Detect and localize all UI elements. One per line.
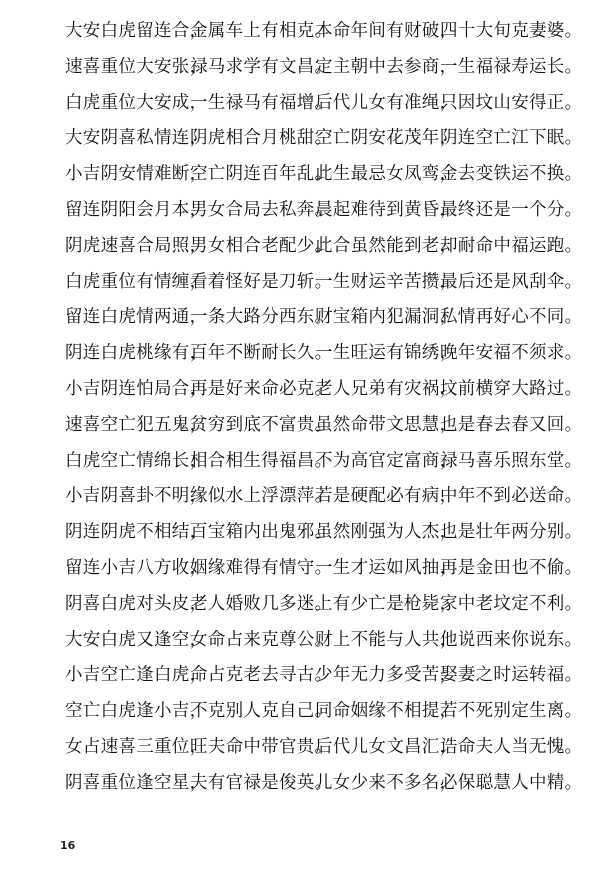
verse-line	[65, 121, 583, 157]
verse-phrase: 女命占来克尊公。	[190, 629, 333, 650]
verse-line	[65, 623, 583, 659]
verse-phrase: 一生旺运有锦绣，	[315, 343, 458, 364]
verse-text-block	[65, 14, 583, 802]
verse-line	[65, 444, 583, 480]
verse-phrase: 再是好来命必克。	[190, 378, 333, 399]
verse-line	[65, 587, 583, 623]
verse-phrase: 定主朝中去参商，	[315, 56, 458, 77]
verse-line	[65, 157, 583, 193]
verse-phrase: 再是金田也不偷。	[440, 557, 583, 578]
verse-line	[65, 372, 583, 408]
verse-phrase: 只因坟山安得正。	[440, 92, 583, 113]
verse-phrase: 后代儿女文昌汇，	[315, 736, 458, 757]
verse-phrase: 后代儿女有准绳，	[315, 92, 458, 113]
verse-phrase: 一生福禄寿运长。	[440, 56, 583, 77]
verse-phrase: 坟前横穿大路过。	[440, 378, 583, 399]
verse-phrase: 贫穷到底不富贵。	[190, 414, 333, 435]
verse-phrase: 少年无力多受苦，	[315, 665, 458, 686]
verse-phrase: 财上不能与人共，	[315, 629, 458, 650]
verse-phrase: 看着怪好是刀斩。	[190, 271, 333, 292]
verse-phrase: 男女相合老配少。	[190, 235, 333, 256]
verse-phrase: 阴连阴虎不相结，	[65, 522, 208, 543]
verse-phrase: 必保聪慧人中精。	[440, 772, 583, 793]
verse-phrase: 一生财运辛苦攒，	[315, 271, 458, 292]
verse-line	[65, 694, 583, 730]
verse-phrase: 阴喜白虎对头皮，	[65, 593, 208, 614]
verse-phrase: 空亡阴安花茂年，	[315, 128, 458, 149]
verse-phrase: 夫有官禄是俊英。	[190, 772, 333, 793]
verse-phrase: 姻缘难得有情守。	[190, 557, 333, 578]
verse-phrase: 晚年安福不须求。	[440, 343, 583, 364]
verse-phrase: 大安白虎留连合，	[65, 21, 208, 41]
verse-line	[65, 408, 583, 444]
verse-phrase: 女占速喜三重位，	[65, 736, 208, 757]
verse-phrase: 本命年间有财破，	[315, 21, 458, 41]
page-number: 16	[60, 839, 76, 852]
verse-phrase: 旺夫命中带官贵。	[190, 736, 333, 757]
verse-phrase: 最后还是风刮伞。	[440, 271, 583, 292]
verse-phrase: 阴虎相合月桃甜。	[190, 128, 333, 149]
verse-phrase: 同命姻缘不相提，	[315, 701, 458, 722]
verse-phrase: 他说西来你说东。	[440, 629, 583, 650]
verse-phrase: 此合虽然能到老，	[315, 235, 458, 256]
verse-phrase: 一生才运如风抽，	[315, 557, 458, 578]
verse-phrase: 阴连空亡江下眠。	[440, 128, 583, 149]
verse-phrase: 小吉阴安情难断，	[65, 164, 208, 185]
verse-phrase: 百宝箱内出鬼邪。	[190, 522, 333, 543]
verse-phrase: 大安白虎又逢空，	[65, 629, 208, 650]
verse-phrase: 老人婚败几多迷。	[190, 593, 333, 614]
verse-phrase: 儿女少来不多名，	[315, 772, 458, 793]
verse-line	[65, 265, 583, 301]
verse-phrase: 老人兄弟有灾祸，	[315, 378, 458, 399]
verse-phrase: 留连阴阳会月本，	[65, 199, 208, 220]
verse-phrase: 阴虎速喜合局照，	[65, 235, 208, 256]
verse-phrase: 娶妻之时运转福。	[440, 665, 583, 686]
verse-phrase: 男女合局去私奔。	[190, 199, 333, 220]
verse-phrase: 家中老坟定不利。	[440, 593, 583, 614]
verse-phrase: 虽然命带文思慧，	[315, 414, 458, 435]
verse-phrase: 也是壮年两分别。	[440, 522, 583, 543]
verse-phrase: 小吉阴喜卦不明，	[65, 486, 208, 507]
verse-line	[65, 766, 583, 802]
verse-line	[65, 14, 583, 50]
verse-phrase: 小吉阴连怕局合，	[65, 378, 208, 399]
verse-phrase: 私情再好心不同。	[440, 307, 583, 328]
verse-phrase: 金去变铁运不换。	[440, 164, 583, 185]
verse-phrase: 上有少亡是枪毙，	[315, 593, 458, 614]
verse-phrase: 中年不到必送命。	[440, 486, 583, 507]
verse-phrase: 不为高官定富商，	[315, 450, 458, 471]
verse-line	[65, 658, 583, 694]
verse-phrase: 最终还是一个分。	[440, 199, 583, 220]
verse-phrase: 空亡白虎逢小吉，	[65, 701, 208, 722]
verse-phrase: 缘似水上浮漂萍。	[190, 486, 333, 507]
verse-line	[65, 515, 583, 551]
verse-line	[65, 479, 583, 515]
verse-phrase: 虽然刚强为人杰，	[315, 522, 458, 543]
verse-phrase: 晨起难待到黄昏，	[315, 199, 458, 220]
verse-phrase: 留连白虎情两通，	[65, 307, 208, 328]
verse-phrase: 一条大路分西东。	[190, 307, 333, 328]
verse-line	[65, 336, 583, 372]
verse-phrase: 百年不断耐长久。	[190, 343, 333, 364]
verse-line	[65, 300, 583, 336]
verse-line	[65, 50, 583, 86]
verse-phrase: 诰命夫人当无愧。	[440, 736, 583, 757]
verse-phrase: 白虎重位大安成，	[65, 92, 208, 113]
verse-phrase: 不克别人克自己。	[190, 701, 333, 722]
verse-phrase: 阴喜重位逢空星，	[65, 772, 208, 793]
verse-line	[65, 193, 583, 229]
verse-phrase: 白虎重位有情缠，	[65, 271, 208, 292]
verse-line	[65, 730, 583, 766]
verse-phrase: 阴连白虎桃缘有，	[65, 343, 208, 364]
verse-phrase: 速喜重位大安张，	[65, 56, 208, 77]
verse-phrase: 也是春去春又回。	[440, 414, 583, 435]
verse-phrase: 禄马求学有文昌。	[190, 56, 333, 77]
verse-phrase: 大安阴喜私情连，	[65, 128, 208, 149]
verse-phrase: 相合相生得福昌。	[190, 450, 333, 471]
verse-phrase: 小吉空亡逢白虎，	[65, 665, 208, 686]
verse-phrase: 金属车上有相克。	[190, 21, 333, 41]
verse-line	[65, 86, 583, 122]
verse-phrase: 若不死别定生离。	[440, 701, 583, 722]
verse-line	[65, 551, 583, 587]
verse-phrase: 四十大旬克妻婆。	[440, 21, 583, 41]
verse-phrase: 速喜空亡犯五鬼，	[65, 414, 208, 435]
verse-phrase: 财宝箱内犯漏洞，	[315, 307, 458, 328]
verse-phrase: 若是硬配必有病，	[315, 486, 458, 507]
verse-phrase: 禄马喜乐照东堂。	[440, 450, 583, 471]
verse-phrase: 白虎空亡情绵长，	[65, 450, 208, 471]
verse-phrase: 一生禄马有福增。	[190, 92, 333, 113]
verse-phrase: 此生最忌女凤鸾，	[315, 164, 458, 185]
verse-phrase: 命占克老去寻古。	[190, 665, 333, 686]
verse-phrase: 留连小吉八方收，	[65, 557, 208, 578]
verse-phrase: 空亡阴连百年乱。	[190, 164, 333, 185]
verse-line	[65, 229, 583, 265]
verse-phrase: 却耐命中福运跑。	[440, 235, 583, 256]
